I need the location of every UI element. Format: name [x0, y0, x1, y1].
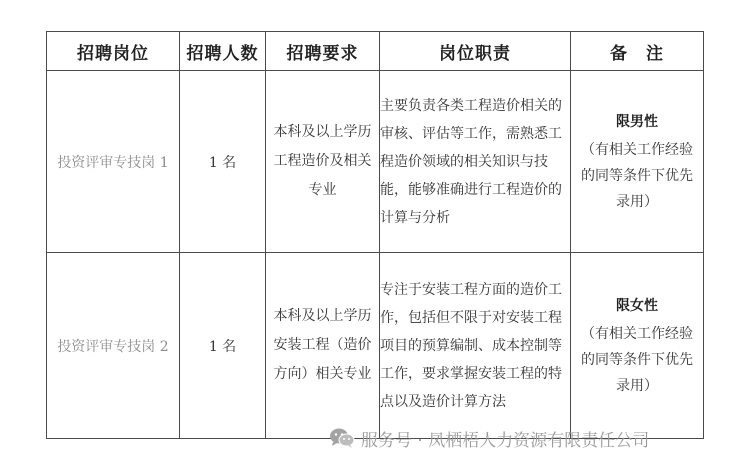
duty-cell: 主要负责各类工程造价相关的审核、评估等工作，需熟悉工程造价领域的相关知识与技能，能够准确进行工程造价的计算与分析: [380, 71, 571, 253]
remark-cell: [571, 253, 704, 439]
header-remark: 备 注: [571, 32, 704, 71]
duty-cell: 专注于安装工程方面的造价工作，包括但不限于对安装工程项目的预算编制、成本控制等工作，要求掌握安装工程的特点以及造价计算方法: [380, 253, 571, 439]
header-position: 招聘岗位: [47, 32, 180, 71]
requirement-cell: [266, 71, 380, 253]
count-cell: 1 名: [180, 71, 266, 253]
header-duty: 岗位职责: [380, 32, 571, 71]
watermark: [329, 424, 649, 452]
table-row: [47, 253, 704, 439]
remark-cell: [571, 71, 704, 253]
recruitment-table: [46, 31, 704, 439]
preference-condition: （有相关工作经验的同等条件下优先录用）: [581, 325, 693, 394]
gender-requirement: 限女性: [616, 297, 658, 314]
position-cell: 投资评审专技岗 1: [47, 71, 180, 253]
wechat-icon: [329, 427, 355, 449]
watermark-text: 服务号 · 凤栖梧人力资源有限责任公司: [361, 430, 650, 451]
gender-requirement: 限男性: [616, 113, 658, 130]
count-cell: 1 名: [180, 253, 266, 439]
header-requirement: 招聘要求: [266, 32, 380, 71]
table-header-row: [47, 32, 704, 71]
position-cell: 投资评审专技岗 2: [47, 253, 180, 439]
header-count: 招聘人数: [180, 32, 266, 71]
requirement-text: 本科及以上学历 工程造价及相关专业: [273, 124, 372, 198]
preference-condition: （有相关工作经验的同等条件下优先录用）: [581, 141, 693, 210]
requirement-text: 本科及以上学历 安装工程（造价方向）相关专业: [273, 308, 372, 382]
table-row: [47, 71, 704, 253]
requirement-cell: [266, 253, 380, 439]
